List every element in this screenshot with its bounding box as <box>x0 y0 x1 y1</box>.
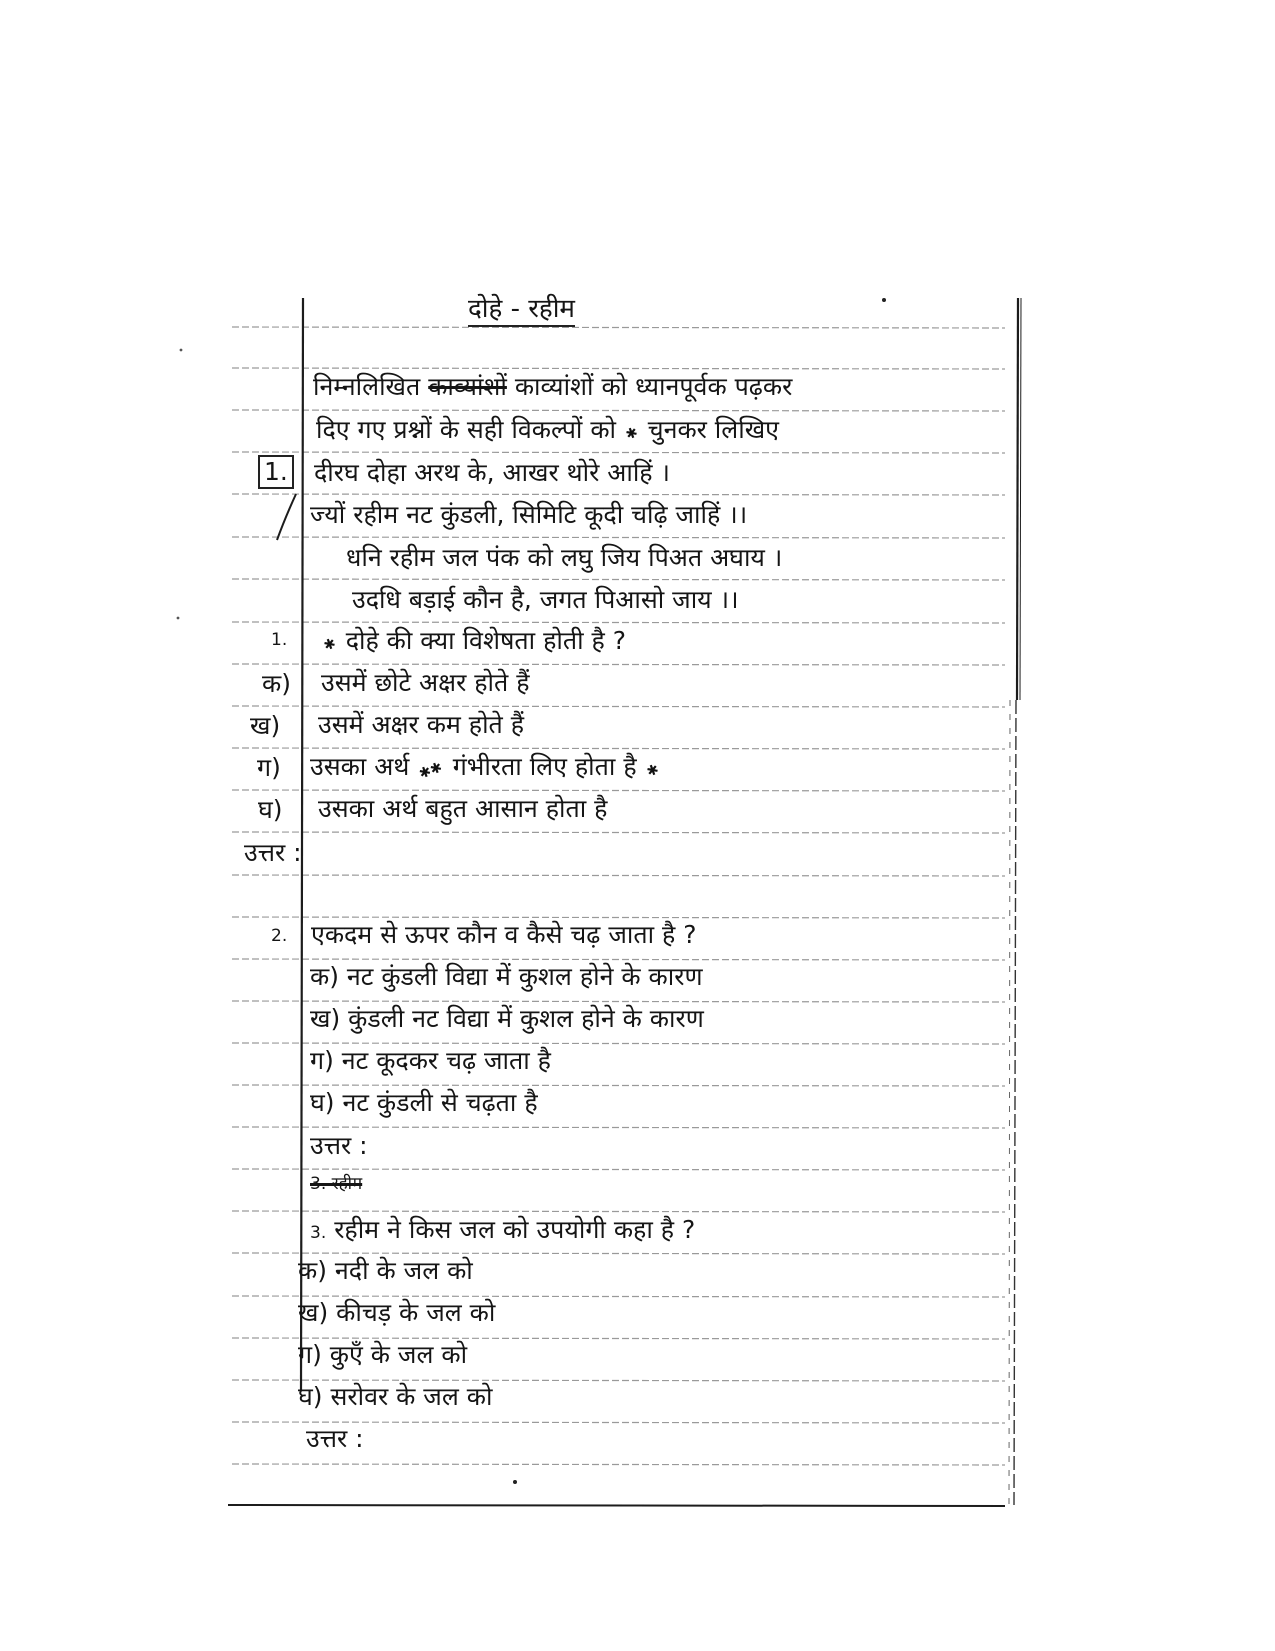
q2-option-a <box>310 964 703 989</box>
scribble-mark-icon: ✱ <box>321 635 339 655</box>
q1-option-c-text <box>310 752 661 783</box>
q3-option-a <box>298 1258 473 1283</box>
q1-option-d-label: घ) <box>258 795 283 824</box>
q2-option-c-text: नट कूदकर चढ़ जाता है <box>341 1046 551 1075</box>
question-1-text <box>322 628 626 653</box>
q3-option-d-label: घ) <box>298 1382 323 1411</box>
question-3-number: 3. <box>310 1223 327 1243</box>
instruction-part: चुनकर लिखिए <box>647 415 779 444</box>
q2-option-d-label: घ) <box>310 1088 335 1117</box>
q3-option-c-label: ग) <box>298 1340 322 1369</box>
q1-answer-label: उत्तर : <box>244 838 302 867</box>
q3-option-a-label: क) <box>298 1256 327 1285</box>
poem-line-2: ज्यों रहीम नट कुंडली, सिमिटि कूदी चढ़ि जाहिं ।। <box>310 500 748 529</box>
question-1-prompt: दोहे की क्या विशेषता होती है ? <box>345 626 626 655</box>
q3-answer-label: उत्तर : <box>306 1424 364 1453</box>
struck-heading: 3. रहीम <box>310 1174 363 1194</box>
q1-option-b-label: ख) <box>250 711 281 740</box>
q1-option-c-rest: गंभीरता लिए होता है <box>452 752 637 781</box>
q3-option-c-text: कुएँ के जल को <box>329 1340 468 1369</box>
instruction-rest: काव्यांशों को ध्यानपूर्वक पढ़कर <box>514 372 793 401</box>
scribble-mark-icon: ✱ <box>644 761 661 781</box>
question-1-number: 1. <box>271 630 288 650</box>
scribble-mark-icon: ✱✱ <box>417 759 445 783</box>
q1-option-a-text: उसमें छोटे अक्षर होते हैं <box>321 668 530 697</box>
q2-option-a-text: नट कुंडली विद्या में कुशल होने के कारण <box>346 962 703 991</box>
q2-option-b-text: कुंडली नट विद्या में कुशल होने के कारण <box>348 1004 704 1033</box>
q3-option-a-text: नदी के जल को <box>334 1256 473 1285</box>
q3-option-c <box>298 1342 467 1367</box>
q1-option-c-part: उसका अर्थ <box>310 752 410 781</box>
q1-option-b-text: उसमें अक्षर कम होते हैं <box>318 710 525 739</box>
question-2-number: 2. <box>271 926 288 946</box>
q3-option-b <box>298 1300 495 1325</box>
q2-option-a-label: क) <box>310 962 339 991</box>
page-title: दोहे - रहीम <box>468 296 575 327</box>
poem-line-4: उदधि बड़ाई कौन है, जगत पिआसो जाय ।। <box>352 585 739 614</box>
q3-option-b-label: ख) <box>298 1298 329 1327</box>
poem-line-3: धनि रहीम जल पंक को लघु जिय पिअत अघाय । <box>346 543 783 572</box>
q2-option-c <box>310 1048 551 1073</box>
q2-option-d-text: नट कुंडली से चढ़ता है <box>342 1088 538 1117</box>
instruction-word: निम्नलिखित <box>313 372 421 401</box>
question-3-prompt: रहीम ने किस जल को उपयोगी कहा है ? <box>334 1215 696 1244</box>
q1-option-a-label: क) <box>262 669 291 698</box>
instruction-line-1 <box>313 374 792 399</box>
q3-option-d-text: सरोवर के जल को <box>330 1382 493 1411</box>
q2-option-b-label: ख) <box>310 1004 341 1033</box>
passage-number: 1. <box>258 455 294 489</box>
poem-line-1: दीरघ दोहा अरथ के, आखर थोरे आहिं । <box>314 458 671 487</box>
q2-answer-label: उत्तर : <box>310 1131 368 1160</box>
q2-option-d <box>310 1090 538 1115</box>
q2-option-c-label: ग) <box>310 1046 334 1075</box>
instruction-line-2 <box>316 417 779 442</box>
struck-word: काव्यांशों <box>428 372 507 401</box>
question-3-text <box>310 1217 695 1242</box>
q1-option-d-text: उसका अर्थ बहुत आसान होता है <box>318 794 608 823</box>
instruction-part: दिए गए प्रश्नों के सही विकल्पों को <box>316 415 617 444</box>
q3-option-b-text: कीचड़ के जल को <box>336 1298 496 1327</box>
scribble-mark-icon: ✱ <box>623 424 641 444</box>
q1-option-c-label: ग) <box>257 753 281 782</box>
q2-option-b <box>310 1006 704 1031</box>
q3-option-d <box>298 1384 492 1409</box>
question-2-text: एकदम से ऊपर कौन व कैसे चढ़ जाता है ? <box>311 920 697 949</box>
